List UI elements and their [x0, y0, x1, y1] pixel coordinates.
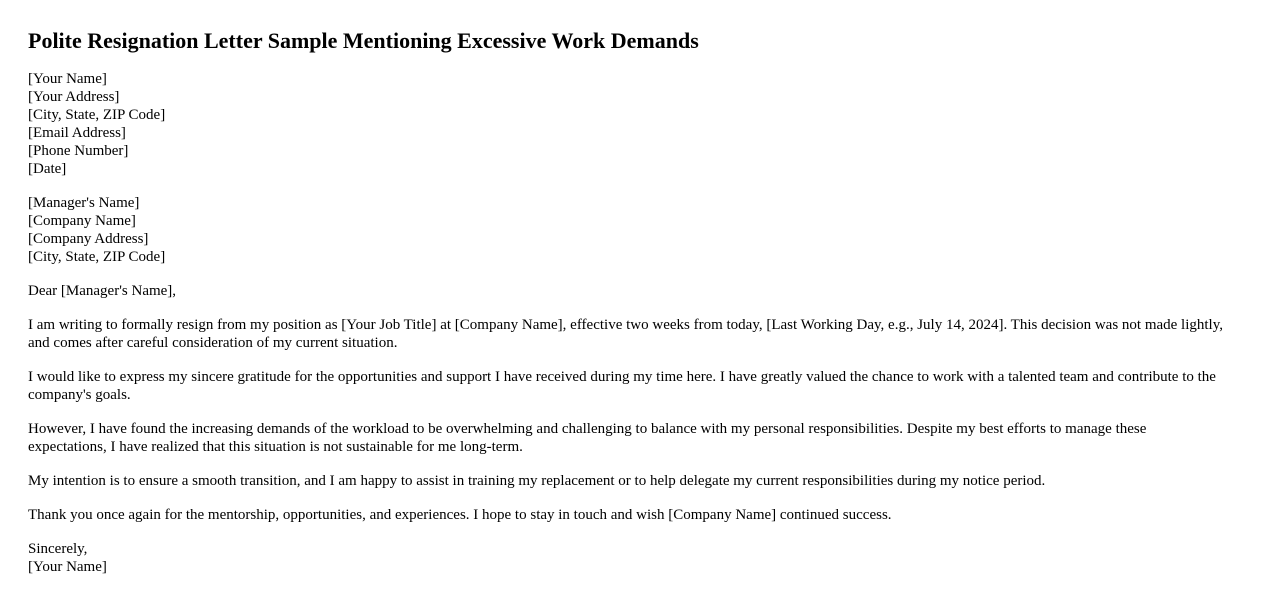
sender-phone: [Phone Number] — [28, 143, 129, 159]
body-paragraph: My intention is to ensure a smooth transition, and I am happy to assist in training my replacement or to help delegate my current responsibilities during my notice period. — [28, 473, 1046, 489]
recipient-address-block — [28, 194, 1250, 266]
signature: [Your Name] — [28, 559, 107, 575]
recipient-city-state-zip: [City, State, ZIP Code] — [28, 249, 166, 265]
recipient-company-address: [Company Address] — [28, 231, 149, 247]
closing: Sincerely, — [28, 541, 88, 557]
page-title: Polite Resignation Letter Sample Mentioning Excessive Work Demands — [28, 28, 699, 53]
body-paragraph: However, I have found the increasing demands of the workload to be overwhelming and challenging to balance with my personal responsibilities. Despite my best efforts to manage these expectations, I have realized that this situation is not sustainable for me long-term. — [28, 421, 1147, 455]
letter-date: [Date] — [28, 161, 67, 177]
signoff-block — [28, 540, 1250, 576]
body-paragraph: I am writing to formally resign from my position as [Your Job Title] at [Company Name], effective two weeks from today, [Last Working Day, e.g., July 14, 2024]. This decision was not made lightly, and comes after careful consideration of my current situation. — [28, 317, 1224, 351]
recipient-manager-name: [Manager's Name] — [28, 195, 140, 211]
sender-city-state-zip: [City, State, ZIP Code] — [28, 107, 166, 123]
body-paragraph: Thank you once again for the mentorship, opportunities, and experiences. I hope to stay in touch and wish [Company Name] continued success. — [28, 507, 892, 523]
sender-name: [Your Name] — [28, 71, 107, 87]
sender-email: [Email Address] — [28, 125, 126, 141]
salutation: Dear [Manager's Name], — [28, 283, 177, 299]
sender-address-block — [28, 70, 1250, 178]
sender-address: [Your Address] — [28, 89, 120, 105]
recipient-company-name: [Company Name] — [28, 213, 136, 229]
body-paragraph: I would like to express my sincere gratitude for the opportunities and support I have received during my time here. I have greatly valued the chance to work with a talented team and contribute to the company's goals. — [28, 369, 1216, 403]
